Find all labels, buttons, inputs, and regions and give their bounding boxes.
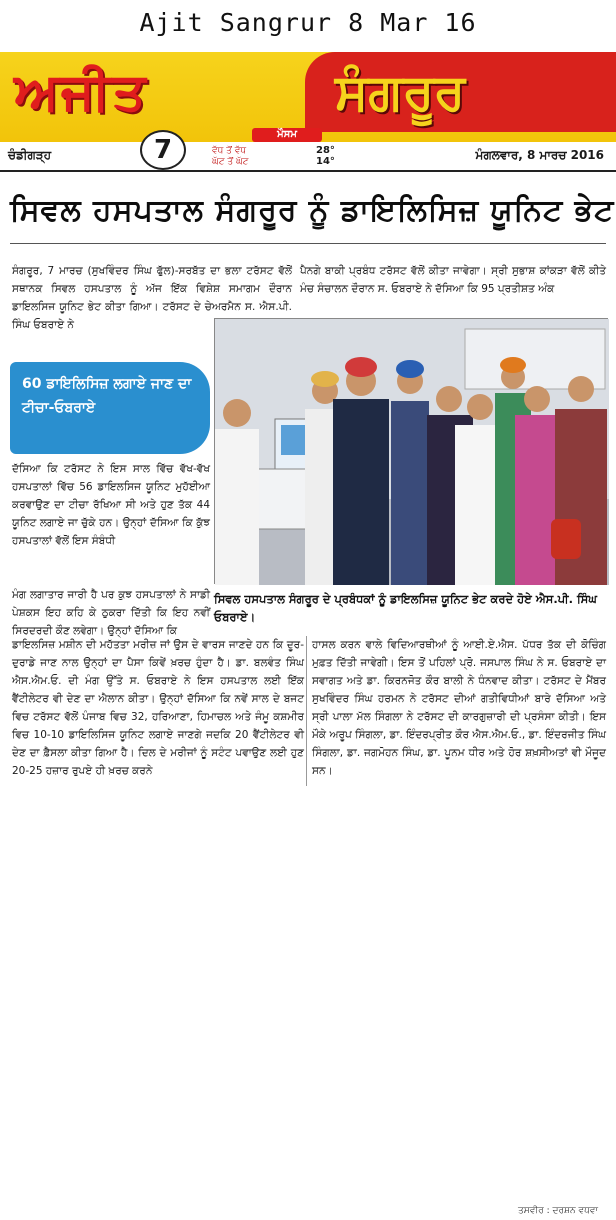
masthead-sangrur-title: ਸੰਗਰੂਰ — [335, 62, 466, 121]
city-label: ਚੰਡੀਗੜ੍ਹ — [8, 148, 52, 162]
photo-credit: ਤਸਵੀਰ : ਦਰਸ਼ਨ ਵਧਵਾ — [518, 1206, 598, 1216]
pull-quote-box — [10, 362, 210, 454]
headline: ਸਿਵਲ ਹਸਪਤਾਲ ਸੰਗਰੂਰ ਨੂੰ ਡਾਇਲਿਸਿਜ਼ ਯੂਨਿਟ ਭੇਟ — [10, 178, 606, 244]
weather-title: ਮੌਸਮ — [252, 128, 322, 142]
masthead-sangrur-banner — [305, 52, 616, 132]
clipping-caption: Ajit Sangrur 8 Mar 16 — [139, 8, 477, 37]
issue-date: ਮੰਗਲਵਾਰ, 8 ਮਾਰਚ 2016 — [475, 148, 604, 162]
photo-caption-text: ਸਿਵਲ ਹਸਪਤਾਲ ਸੰਗਰੂਰ ਦੇ ਪ੍ਰਬੰਧਕਾਂ ਨੂੰ ਡਾਇਲਸਿਜ਼ ਯੂਨਿਟ ਭੇਟ ਕਰਦੇ ਹੋਏ ਐਸ.ਪੀ. ਸਿੰਘ ਓਬਰਾਏ। — [214, 592, 597, 624]
pull-quote-text: 60 ਡਾਇਲਿਸਿਜ਼ ਲਗਾਏ ਜਾਣ ਦਾ ਟੀਚਾ-ਓਬਰਾਏ — [22, 376, 192, 416]
article-mid-left: ਮੰਗ ਲਗਾਤਾਰ ਜਾਰੀ ਹੈ ਪਰ ਕੁਝ ਹਸਪਤਾਲਾਂ ਨੇ ਸਾਡੀ ਪੇਸ਼ਕਸ ਇਹ ਕਹਿ ਕੇ ਠੁਕਰਾ ਦਿੱਤੀ ਕਿ ਇਹ ਨਵੀਂ ਸਿਰਦਰਦੀ ਕੌਣ ਲਵੇਗਾ। ਉਨ੍ਹਾਂ ਦੱਸਿਆ ਕਿ — [12, 589, 210, 637]
article-intro: ਸੰਗਰੂਰ, 7 ਮਾਰਚ (ਸੁਖਵਿੰਦਰ ਸਿੰਘ ਫੁੱਲ)-ਸਰਬੱਤ ਦਾ ਭਲਾ ਟਰੱਸਟ ਵੱਲੋਂ ਸਥਾਨਕ ਸਿਵਲ ਹਸਪਤਾਲ ਨੂੰ ਅੱਜ ਇੱਕ ਵਿਸ਼ੇਸ਼ ਸਮਾਗਮ ਦੌਰਾਨ ਡਾਇਲਸਿਜ ਯੂਨਿਟ ਭੇਟ ਕੀਤਾ ਗਿਆ। ਟਰੱਸਟ ਦੇ ਚੇਅਰਮੈਨ ਸ. ਐਸ.ਪੀ. ਸਿੰਘ ਓਬਰਾਏ ਨੇ — [12, 265, 292, 331]
weather-max-label: ਵੱਧ ਤੋਂ ਵੱਧ — [212, 146, 247, 156]
weather-min-value: 14° — [316, 156, 335, 167]
article-left-column: ਦੱਸਿਆ ਕਿ ਟਰੱਸਟ ਨੇ ਇਸ ਸਾਲ ਵਿੱਚ ਵੱਖ-ਵੱਖ ਹਸਪਤਾਲਾਂ ਵਿੱਚ 56 ਡਾਇਲਸਿਜ ਯੂਨਿਟ ਮੁਹੱਈਆ ਕਰਵਾਉਣ ਦਾ ਟੀਚਾ ਰੱਖਿਆ ਸੀ ਅਤੇ ਹੁਣ ਤੱਕ 44 ਯੂਨਿਟ ਲਗਾਏ ਜਾ ਚੁੱਕੇ ਹਨ। ਉਨ੍ਹਾਂ ਦੱਸਿਆ ਕਿ ਕੁੱਝ ਹਸਪਤਾਲਾਂ ਵੱਲੋਂ ਇਸ ਸੰਬੰਧੀ — [12, 463, 210, 547]
info-bar — [0, 129, 616, 172]
article-bottom-left: ਡਾਇਲਸਿਜ਼ ਮਸ਼ੀਨ ਦੀ ਮਹੱਤਤਾ ਮਰੀਜ਼ ਜਾਂ ਉਸ ਦੇ ਵਾਰਸ ਜਾਣਦੇ ਹਨ ਕਿ ਦੂਰ-ਦੁਰਾਡੇ ਜਾਣ ਨਾਲ ਉਨ੍ਹਾਂ ਦਾ ਪੈਸਾ ਕਿਵੇਂ ਖ਼ਰਚ ਹੁੰਦਾ ਹੈ। ਡਾ. ਬਲਵੰਤ ਸਿੰਘ ਐਸ.ਐਮ.ਓ. ਦੀ ਮੰਗ ਉੱਤੇ ਸ. ਓਬਰਾਏ ਨੇ ਇਸ ਹਸਪਤਾਲ ਲਈ ਇੱਕ ਵੈਂਟੀਲੇਟਰ ਵੀ ਦੇਣ ਦਾ ਐਲਾਨ ਕੀਤਾ। ਉਨ੍ਹਾਂ ਦੱਸਿਆ ਕਿ ਨਵੇਂ ਸਾਲ ਦੇ ਬਜਟ ਵਿਚ ਟਰੱਸਟ ਵੱਲੋਂ ਪੰਜਾਬ ਵਿਚ 32, ਹਰਿਆਣਾ, ਹਿਮਾਚਲ ਅਤੇ ਜੰਮੂ ਕਸ਼ਮੀਰ ਵਿਚ 10-10 ਡਾਇਲਿਸਿਜ ਯੂਨਿਟ ਲਗਾਏ ਜਾਣਗੇ ਜਦਕਿ 20 ਵੈਂਟੀਲੇਟਰ ਵੀ ਦੇਣ ਦਾ ਫ਼ੈਸਲਾ ਕੀਤਾ ਗਿਆ ਹੈ। ਦਿਲ ਦੇ ਮਰੀਜਾਂ ਨੂੰ ਸਟੰਟ ਪਵਾਉਣ ਲਈ ਹੁਣ 20-25 ਹਜ਼ਾਰ ਰੁਪਏ ਹੀ ਖ਼ਰਚ ਕਰਨੇ — [12, 639, 304, 777]
article-bottom-right: ਹਾਸਲ ਕਰਨ ਵਾਲੇ ਵਿਦਿਆਰਥੀਆਂ ਨੂੰ ਆਈ.ਏ.ਐਸ. ਪੱਧਰ ਤੱਕ ਦੀ ਕੋਚਿੰਗ ਮੁਫ਼ਤ ਦਿੱਤੀ ਜਾਵੇਗੀ। ਇਸ ਤੋਂ ਪਹਿਲਾਂ ਪ੍ਰੋ. ਜਸਪਾਲ ਸਿੰਘ ਨੇ ਸ. ਓਬਰਾਏ ਦਾ ਸਵਾਗਤ ਅਤੇ ਡਾ. ਕਿਰਨਜੋਤ ਕੌਰ ਬਾਲੀ ਨੇ ਧੰਨਵਾਦ ਕੀਤਾ। ਟਰੱਸਟ ਦੇ ਮੈਂਬਰ ਸੁਖਵਿੰਦਰ ਸਿੰਘ ਹਰਮਨ ਨੇ ਟਰੱਸਟ ਦੀਆਂ ਗਤੀਵਿਧੀਆਂ ਬਾਰੇ ਦੱਸਿਆ ਅਤੇ ਸ੍ਰੀ ਪਾਲਾ ਮੱਲ ਸਿੰਗਲਾ ਨੇ ਟਰੱਸਟ ਦੀ ਕਾਰਗੁਜ਼ਾਰੀ ਦੀ ਪ੍ਰਸੰਸਾ ਕੀਤੀ। ਇਸ ਮੌਕੇ ਅਰੂਪ ਸਿੰਗਲਾ, ਡਾ. ਇੰਦਰਪ੍ਰੀਤ ਕੌਰ ਐਸ.ਐਮ.ਓ., ਡਾ. ਇੰਦਰਜੀਤ ਸਿੰਘ ਸਿੰਗਲਾ, ਡਾ. ਜਗਮੋਹਨ ਸਿੰਘ, ਡਾ. ਪੂਨਮ ਧੀਰ ਅਤੇ ਹੋਰ ਸ਼ਖ਼ਸੀਅਤਾਂ ਵੀ ਮੌਜੂਦ ਸਨ। — [312, 639, 606, 777]
weather-max-value: 28° — [316, 145, 335, 156]
weather-min-label: ਘੱਟ ਤੋਂ ਘੱਟ — [212, 157, 249, 167]
news-photo — [214, 318, 608, 584]
masthead-ajit-logo: ਅਜੀਤ — [14, 61, 148, 122]
page-number: 7 — [140, 130, 186, 170]
weather-box — [208, 128, 368, 170]
photo-illustration — [215, 319, 609, 585]
article-top-right: ਪੈਨਗੇ ਬਾਕੀ ਪ੍ਰਬੰਧ ਟਰੱਸਟ ਵੱਲੋਂ ਕੀਤਾ ਜਾਵੇਗਾ। ਸ੍ਰੀ ਸੁਭਾਸ਼ ਕਾਂਕੜਾ ਵੱਲੋਂ ਕੀਤੇ ਮੰਚ ਸੰਚਾਲਨ ਦੌਰਾਨ ਸ. ਓਬਰਾਏ ਨੇ ਦੱਸਿਆ ਕਿ 95 ਪ੍ਰਤੀਸ਼ਤ ਅੰਕ — [300, 265, 606, 295]
column-divider — [306, 636, 307, 786]
